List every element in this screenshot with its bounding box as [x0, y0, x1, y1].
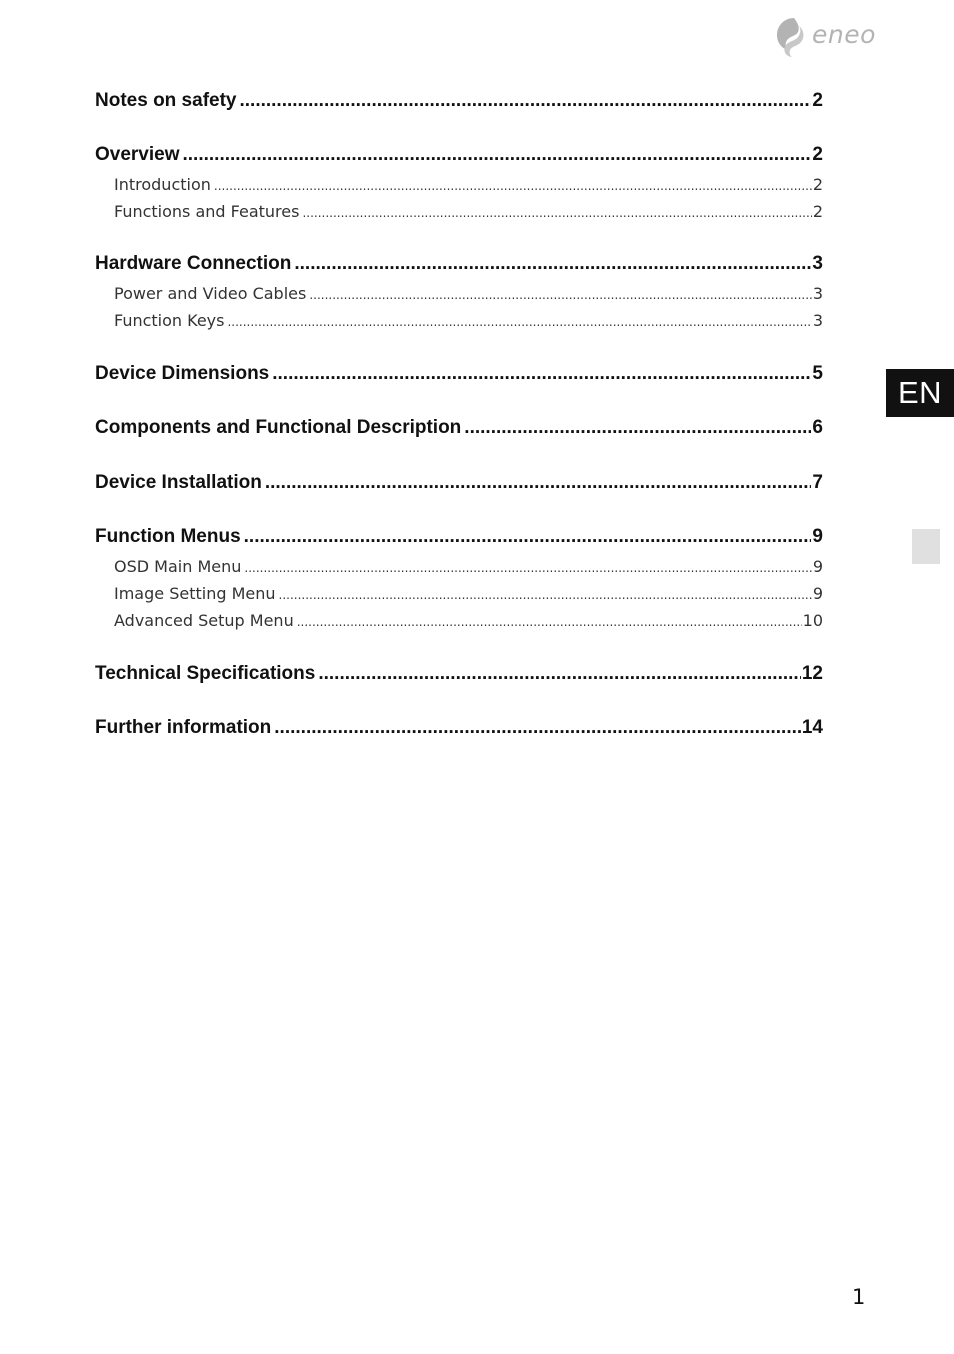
toc-leader-dots: [272, 363, 811, 385]
toc-entry-label: Image Setting Menu: [114, 584, 276, 603]
toc-entry-power-and-video-cables[interactable]: [114, 284, 823, 303]
toc-entry-page: 3: [812, 284, 823, 303]
toc-leader-dots: [309, 284, 811, 303]
toc-leader-dots: [183, 144, 812, 166]
page-number: 1: [852, 1285, 866, 1309]
toc-entry-function-menus[interactable]: [95, 526, 823, 548]
toc-entry-further-information[interactable]: [95, 717, 823, 739]
toc-leader-dots: [239, 90, 811, 112]
toc-entry-components-and-functional-description[interactable]: [95, 417, 823, 439]
toc-entry-image-setting-menu[interactable]: [114, 584, 823, 603]
toc-entry-page: 2: [812, 90, 823, 111]
toc-entry-page: 6: [812, 417, 823, 438]
toc-entry-page: 9: [812, 557, 823, 576]
toc-entry-overview[interactable]: [95, 144, 823, 166]
eneo-logo-icon: [774, 16, 810, 58]
toc-leader-dots: [244, 526, 812, 548]
toc-entry-label: Device Installation: [95, 472, 262, 493]
toc-entry-advanced-setup-menu[interactable]: [114, 611, 823, 630]
toc-entry-technical-specifications[interactable]: [95, 663, 823, 685]
toc-entry-label: Components and Functional Description: [95, 417, 462, 438]
toc-entry-page: 2: [812, 144, 823, 165]
toc-entry-page: 3: [812, 253, 823, 274]
toc-entry-page: 3: [812, 311, 823, 330]
toc-entry-label: Functions and Features: [114, 202, 300, 221]
toc-entry-page: 9: [812, 526, 823, 547]
toc-entry-label: Introduction: [114, 175, 211, 194]
toc-entry-page: 10: [802, 611, 823, 630]
toc-entry-page: 2: [812, 202, 823, 221]
toc-entry-page: 5: [812, 363, 823, 384]
toc-leader-dots: [244, 557, 811, 576]
toc-entry-label: Function Keys: [114, 311, 225, 330]
toc-entry-label: Advanced Setup Menu: [114, 611, 294, 630]
toc-entry-notes-on-safety[interactable]: [95, 90, 823, 112]
toc-entry-function-keys[interactable]: [114, 311, 823, 330]
toc-entry-label: OSD Main Menu: [114, 557, 242, 576]
toc-leader-dots: [302, 202, 811, 221]
toc-entry-osd-main-menu[interactable]: [114, 557, 823, 576]
toc-leader-dots: [464, 417, 811, 439]
toc-entry-functions-and-features[interactable]: [114, 202, 823, 221]
toc-entry-device-dimensions[interactable]: [95, 363, 823, 385]
toc-leader-dots: [274, 717, 801, 739]
section-marker: [912, 529, 940, 564]
toc-leader-dots: [265, 472, 812, 494]
toc-leader-dots: [279, 584, 812, 603]
toc-entry-label: Overview: [95, 144, 180, 165]
toc-entry-page: 14: [801, 717, 823, 738]
toc-leader-dots: [214, 175, 812, 194]
toc-entry-label: Technical Specifications: [95, 663, 316, 684]
toc-entry-label: Hardware Connection: [95, 253, 292, 274]
toc-leader-dots: [318, 663, 801, 685]
eneo-logo: [774, 16, 884, 60]
language-tab[interactable]: EN: [886, 369, 954, 417]
toc-entry-label: Notes on safety: [95, 90, 237, 111]
toc-entry-label: Function Menus: [95, 526, 241, 547]
toc-leader-dots: [227, 311, 811, 330]
toc-leader-dots: [294, 253, 811, 275]
toc-entry-device-installation[interactable]: [95, 472, 823, 494]
toc-entry-label: Device Dimensions: [95, 363, 270, 384]
toc-entry-page: 9: [812, 584, 823, 603]
toc-entry-page: 7: [812, 472, 823, 493]
toc-entry-label: Power and Video Cables: [114, 284, 307, 303]
toc-entry-page: 12: [801, 663, 823, 684]
toc-entry-page: 2: [812, 175, 823, 194]
toc-entry-label: Further information: [95, 717, 272, 738]
toc-entry-hardware-connection[interactable]: [95, 253, 823, 275]
toc-entry-introduction[interactable]: [114, 175, 823, 194]
logo-wordmark: eneo: [812, 20, 876, 49]
toc-leader-dots: [297, 611, 802, 630]
